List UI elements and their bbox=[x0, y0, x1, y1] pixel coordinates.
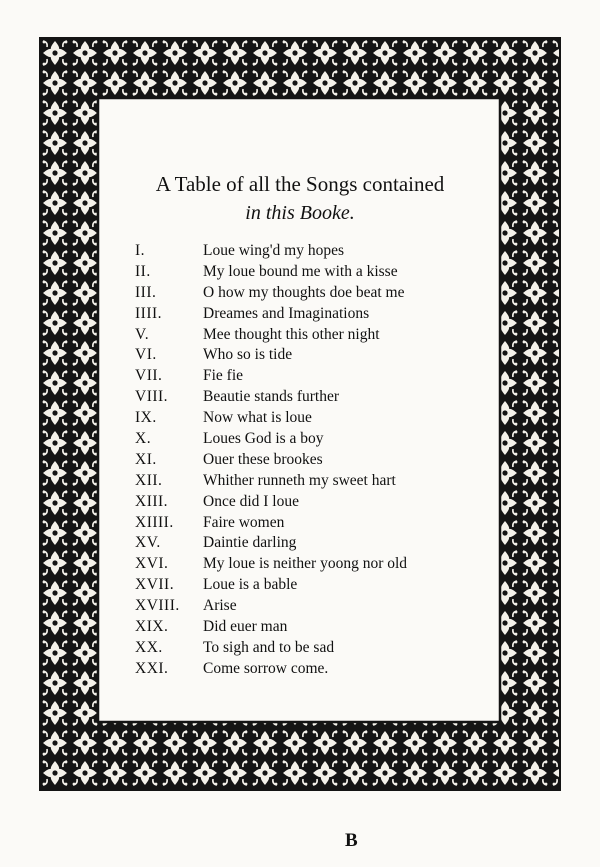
song-title: Who so is tide bbox=[203, 346, 293, 364]
song-number: I. bbox=[135, 242, 146, 259]
song-entry bbox=[135, 408, 465, 429]
song-number: XII. bbox=[135, 471, 163, 489]
song-number: XIIII. bbox=[135, 513, 174, 531]
song-entry bbox=[135, 366, 465, 387]
song-entry bbox=[135, 387, 465, 408]
song-number: XV. bbox=[135, 534, 161, 552]
song-list bbox=[135, 241, 465, 680]
song-number: XI. bbox=[135, 450, 157, 468]
song-title: Did euer man bbox=[203, 618, 288, 636]
song-number: IIII. bbox=[135, 304, 163, 322]
song-title: Beautie stands further bbox=[203, 388, 340, 406]
song-title: Once did I loue bbox=[203, 492, 299, 510]
song-entry bbox=[135, 262, 465, 283]
song-entry bbox=[135, 575, 465, 596]
song-title: Ouer these brookes bbox=[203, 450, 323, 468]
song-entry bbox=[135, 617, 465, 638]
song-entry bbox=[135, 492, 465, 513]
song-number: XVI. bbox=[135, 555, 169, 573]
song-entry bbox=[135, 325, 465, 346]
song-title: To sigh and to be sad bbox=[203, 638, 335, 656]
song-entry bbox=[135, 533, 465, 554]
song-number: VIII. bbox=[135, 388, 169, 406]
song-title: Whither runneth my sweet hart bbox=[203, 471, 396, 489]
song-entry bbox=[135, 596, 465, 617]
song-title: Arise bbox=[203, 597, 237, 615]
song-entry bbox=[135, 283, 465, 304]
song-title: Faire women bbox=[203, 513, 285, 531]
song-number: III. bbox=[135, 283, 157, 301]
song-number: XIII. bbox=[135, 492, 169, 510]
song-number: II. bbox=[135, 262, 151, 280]
song-title: Loues God is a boy bbox=[203, 430, 324, 448]
song-number: V. bbox=[135, 325, 150, 343]
song-title: O how my thoughts doe beat me bbox=[203, 283, 405, 301]
song-number: XX. bbox=[135, 638, 163, 656]
song-entry bbox=[135, 429, 465, 450]
table-subtitle: in this Booke. bbox=[245, 202, 355, 224]
song-number: IX. bbox=[135, 409, 157, 427]
song-title: My loue is neither yoong nor old bbox=[203, 555, 408, 573]
song-entry bbox=[135, 241, 465, 262]
song-entry bbox=[135, 659, 465, 680]
song-title: Fie fie bbox=[203, 367, 244, 385]
song-title: Come sorrow come. bbox=[203, 659, 329, 677]
song-title: Dreames and Imaginations bbox=[203, 304, 370, 322]
song-number: X. bbox=[135, 430, 152, 448]
song-number: VII. bbox=[135, 367, 163, 385]
song-entry bbox=[135, 450, 465, 471]
song-title: Daintie darling bbox=[203, 534, 297, 552]
song-entry bbox=[135, 513, 465, 534]
song-entry bbox=[135, 345, 465, 366]
song-entry bbox=[135, 554, 465, 575]
song-entry bbox=[135, 471, 465, 492]
song-number: XVIII. bbox=[135, 597, 180, 615]
song-entry bbox=[135, 638, 465, 659]
song-number: XVII. bbox=[135, 576, 175, 594]
song-title: Now what is loue bbox=[203, 409, 312, 427]
song-title: Loue wing'd my hopes bbox=[203, 242, 344, 259]
song-number: XXI. bbox=[135, 659, 169, 677]
song-number: XIX. bbox=[135, 618, 169, 636]
table-title: A Table of all the Songs contained bbox=[155, 172, 445, 196]
song-title: My loue bound me with a kisse bbox=[203, 262, 398, 280]
song-title: Mee thought this other night bbox=[203, 325, 380, 343]
song-entry bbox=[135, 304, 465, 325]
song-number: VI. bbox=[135, 346, 157, 364]
song-title: Loue is a bable bbox=[203, 576, 298, 594]
signature-mark: B bbox=[345, 830, 358, 851]
